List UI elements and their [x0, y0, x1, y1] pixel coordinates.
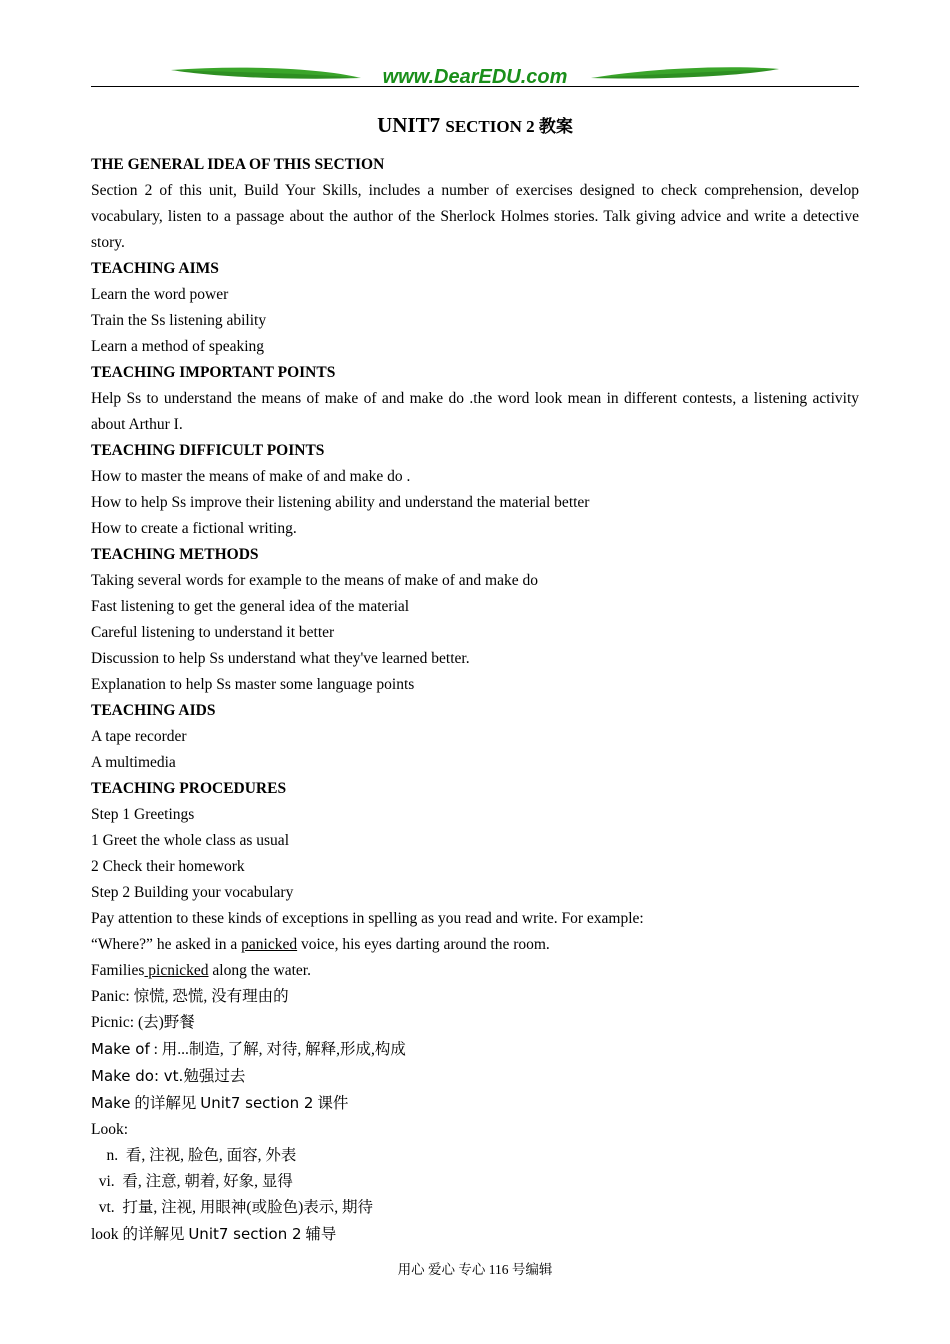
- heading-teaching-aids: TEACHING AIDS: [91, 702, 216, 719]
- definition-label: Make of: [91, 1040, 150, 1058]
- heading-teaching-methods: TEACHING METHODS: [91, 546, 259, 563]
- title-section: SECTION 2 教案: [445, 117, 573, 136]
- definition-meaning: (去)野餐: [137, 1014, 195, 1031]
- note-text: 辅导: [301, 1226, 337, 1243]
- procedure-item: Step 1 Greetings: [91, 806, 195, 823]
- procedure-item: 2 Check their homework: [91, 858, 245, 875]
- definition-meaning: 惊慌, 恐慌, 没有理由的: [133, 988, 289, 1005]
- aid-item: A tape recorder: [91, 728, 187, 745]
- look-noun: n. 看, 注视, 脸色, 面容, 外表: [91, 1147, 297, 1164]
- example-text: Families: [91, 962, 145, 979]
- make-detail-note: [91, 1090, 859, 1117]
- definition-make-do: [91, 1063, 859, 1090]
- definition-label: Make do: vt.: [91, 1067, 184, 1085]
- example-text: along the water.: [208, 962, 311, 979]
- look-label: Look:: [91, 1121, 129, 1138]
- document-body: [91, 152, 859, 1248]
- look-intransitive: vi. 看, 注意, 朝着, 好象, 显得: [91, 1173, 293, 1190]
- note-text: 的详解见: [118, 1226, 189, 1243]
- procedure-item: Step 2 Building your vocabulary: [91, 884, 294, 901]
- important-points-text: Help Ss to understand the means of make of and make do .the word look mean in different contests, a listening activity about Arthur I.: [91, 390, 859, 433]
- heading-teaching-aims: TEACHING AIMS: [91, 260, 219, 277]
- page-footer: 用心 爱心 专心 116 号编辑: [397, 1262, 553, 1277]
- logo-text: www.DearEDU.com: [382, 66, 568, 88]
- look-transitive: vt. 打量, 注视, 用眼神(或脸色)表示, 期待: [91, 1199, 374, 1216]
- underlined-word: panicked: [241, 936, 298, 953]
- difficult-item: How to create a fictional writing.: [91, 520, 297, 537]
- definition-meaning: 勉强过去: [183, 1068, 246, 1085]
- title-unit: UNIT7: [377, 113, 446, 137]
- general-idea-text: Section 2 of this unit, Build Your Skills, includes a number of exercises designed to check comprehension, develop vocabulary, listen to a passage about the author of the Sherlock Holmes stories. Talk giving advice and write a detective story.: [91, 182, 859, 251]
- example-sentence-panicked: [91, 932, 859, 958]
- note-word: look: [91, 1226, 119, 1243]
- header-rule: [91, 86, 859, 87]
- heading-general-idea: THE GENERAL IDEA OF THIS SECTION: [91, 156, 385, 173]
- definition-make-of: [91, 1036, 859, 1063]
- aid-item: A multimedia: [91, 754, 176, 771]
- note-text: 的详解见: [130, 1095, 201, 1112]
- method-item: Discussion to help Ss understand what they've learned better.: [91, 650, 470, 667]
- note-text: 课件: [313, 1095, 349, 1112]
- aim-item: Learn the word power: [91, 286, 229, 303]
- definition-picnic: [91, 1010, 859, 1036]
- procedure-item: Pay attention to these kinds of exceptions in spelling as you read and write. For example:: [91, 910, 644, 927]
- method-item: Explanation to help Ss master some language points: [91, 676, 415, 693]
- method-item: Careful listening to understand it better: [91, 624, 335, 641]
- difficult-item: How to help Ss improve their listening ability and understand the material better: [91, 494, 590, 511]
- example-text: “Where?” he asked in a: [91, 936, 242, 953]
- definition-meaning: : 用...制造, 了解, 对待, 解释,形成,构成: [149, 1041, 406, 1058]
- heading-difficult-points: TEACHING DIFFICULT POINTS: [91, 442, 325, 459]
- method-item: Fast listening to get the general idea of the material: [91, 598, 410, 615]
- page-title: [0, 112, 950, 138]
- look-detail-note: [91, 1221, 859, 1248]
- note-ref: Unit7 section 2: [188, 1225, 302, 1243]
- note-ref: Unit7 section 2: [200, 1094, 314, 1112]
- definition-label: Panic:: [91, 988, 134, 1005]
- definition-panic: [91, 984, 859, 1010]
- definition-label: Picnic:: [91, 1014, 138, 1031]
- underlined-word: picnicked: [144, 962, 209, 979]
- aim-item: Train the Ss listening ability: [91, 312, 267, 329]
- example-sentence-picnicked: [91, 958, 859, 984]
- method-item: Taking several words for example to the means of make of and make do: [91, 572, 538, 589]
- procedure-item: 1 Greet the whole class as usual: [91, 832, 289, 849]
- difficult-item: How to master the means of make of and make do .: [91, 468, 411, 485]
- heading-important-points: TEACHING IMPORTANT POINTS: [91, 364, 336, 381]
- note-word: Make: [91, 1094, 131, 1112]
- example-text: voice, his eyes darting around the room.: [297, 936, 550, 953]
- heading-teaching-procedures: TEACHING PROCEDURES: [91, 780, 287, 797]
- aim-item: Learn a method of speaking: [91, 338, 265, 355]
